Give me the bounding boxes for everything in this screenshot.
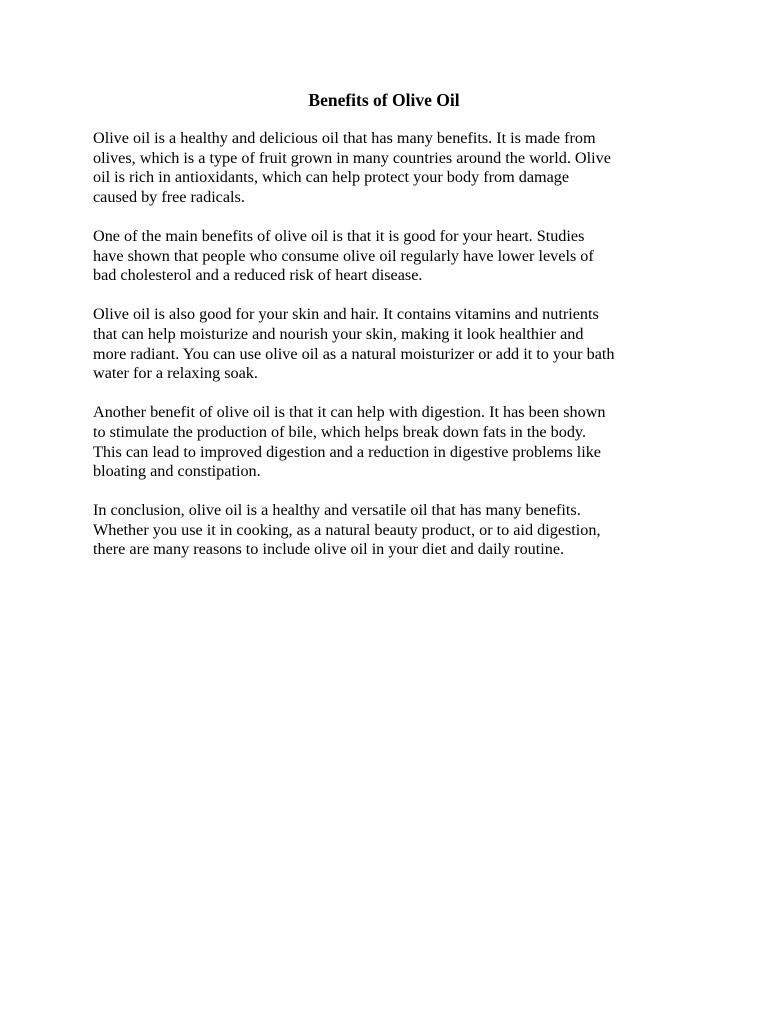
- text-line: that can help moisturize and nourish your skin, making it look healthier and: [93, 324, 584, 343]
- text-line: water for a relaxing soak.: [93, 364, 258, 383]
- text-line: more radiant. You can use olive oil as a natural moisturizer or add it to your bath: [93, 344, 615, 363]
- text-line: bad cholesterol and a reduced risk of heart disease.: [93, 266, 423, 285]
- text-line: oil is rich in antioxidants, which can help protect your body from damage: [93, 168, 570, 187]
- text-line: Another benefit of olive oil is that it can help with digestion. It has been shown: [93, 403, 606, 422]
- paragraph-conclusion: [93, 501, 693, 560]
- text-line: In conclusion, olive oil is a healthy and versatile oil that has many benefits.: [93, 501, 581, 520]
- text-line: bloating and constipation.: [93, 462, 261, 481]
- text-line: olives, which is a type of fruit grown in many countries around the world. Olive: [93, 148, 611, 167]
- text-line: This can lead to improved digestion and a reduction in digestive problems like: [93, 442, 601, 461]
- text-line: caused by free radicals.: [93, 187, 245, 206]
- text-line: have shown that people who consume olive oil regularly have lower levels of: [93, 246, 594, 265]
- paragraph-heart: [93, 227, 693, 286]
- paragraph-digestion: [93, 403, 693, 481]
- text-line: One of the main benefits of olive oil is that it is good for your heart. Studies: [93, 226, 585, 245]
- text-line: Olive oil is a healthy and delicious oil that has many benefits. It is made from: [93, 129, 596, 147]
- paragraph-skin-hair: [93, 305, 693, 383]
- document-title: Benefits of Olive Oil: [308, 90, 460, 110]
- text-line: Olive oil is also good for your skin and hair. It contains vitamins and nutrients: [93, 305, 599, 324]
- text-line: there are many reasons to include olive oil in your diet and daily routine.: [93, 540, 565, 559]
- paragraph-intro: [93, 129, 693, 207]
- text-line: Whether you use it in cooking, as a natural beauty product, or to aid digestion,: [93, 520, 601, 539]
- text-line: to stimulate the production of bile, which helps break down fats in the body.: [93, 422, 587, 441]
- document-body: [93, 129, 693, 580]
